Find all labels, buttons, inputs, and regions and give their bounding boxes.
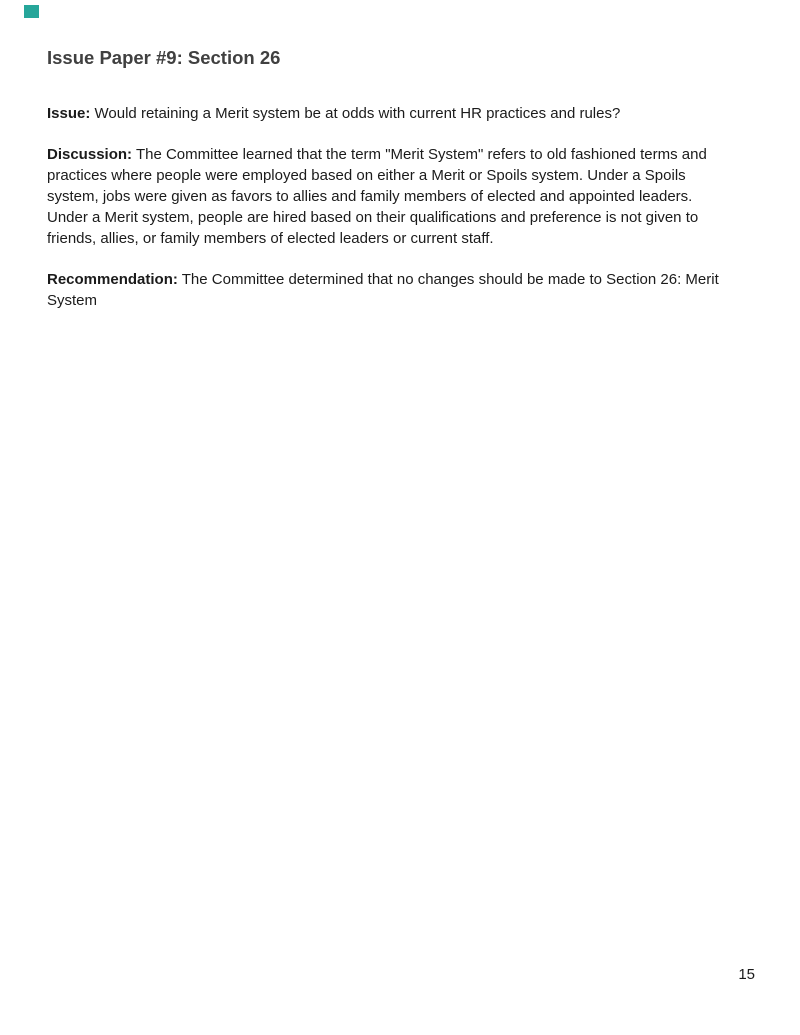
document-body bbox=[47, 47, 727, 331]
discussion-paragraph bbox=[47, 144, 727, 249]
recommendation-text: The Committee determined that no changes should be made to Section 26: Merit System bbox=[47, 271, 719, 309]
issue-text: Would retaining a Merit system be at odds with current HR practices and rules? bbox=[94, 105, 621, 122]
discussion-text: The Committee learned that the term "Merit System" refers to old fashioned terms and practices where people were employed based on either a Merit or Spoils system. Under a Spoils system, jobs were given as favors to allies and family members of elected and appointed leaders. Under a Merit system, people are hired based on their qualifications and preference is not given to friends, allies, or family members of elected leaders or current staff. bbox=[47, 146, 707, 247]
recommendation-label: Recommendation: bbox=[47, 271, 178, 288]
page-number: 15 bbox=[738, 966, 755, 983]
issue-label: Issue: bbox=[47, 105, 91, 122]
document-title: Issue Paper #9: Section 26 bbox=[47, 47, 281, 68]
recommendation-paragraph bbox=[47, 269, 727, 311]
issue-paragraph bbox=[47, 103, 727, 124]
teal-corner-mark bbox=[24, 5, 39, 18]
discussion-label: Discussion: bbox=[47, 146, 133, 163]
